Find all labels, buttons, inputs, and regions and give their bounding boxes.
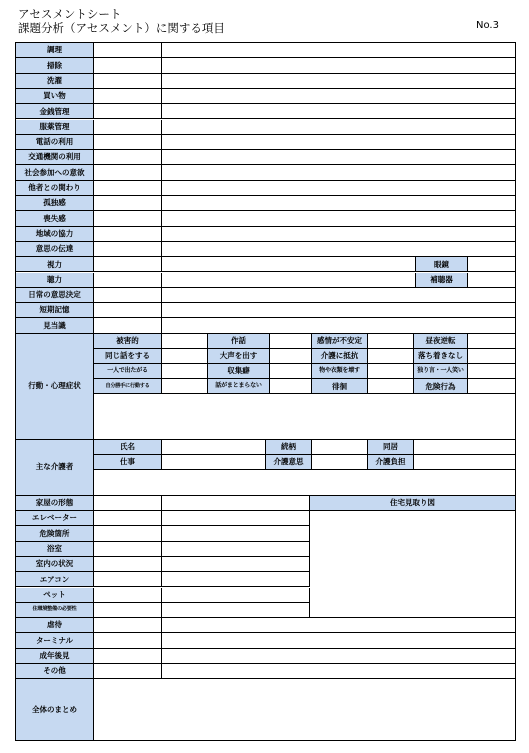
symptom-label: 自分勝手に行動する [94, 379, 162, 394]
symptom-check[interactable] [468, 364, 515, 379]
housing-status[interactable] [94, 572, 162, 587]
housing-status[interactable] [94, 526, 162, 541]
symptom-check[interactable] [368, 379, 414, 394]
housing-label: 室内の状況 [16, 557, 94, 572]
sheet-title: アセスメントシート [18, 7, 122, 21]
summary-area[interactable] [94, 679, 515, 740]
status-cell[interactable] [94, 303, 162, 318]
status-cell[interactable] [94, 120, 162, 135]
housing-note[interactable] [162, 603, 310, 618]
symptom-label: 落ち着きなし [414, 349, 468, 364]
note-cell[interactable] [162, 74, 515, 89]
row-label: 虐待 [16, 618, 94, 633]
row-label: 日常の意思決定 [16, 288, 94, 303]
intention-label: 介護意思 [266, 455, 312, 470]
row-label: 調理 [16, 43, 94, 58]
note-cell[interactable] [162, 318, 515, 333]
row-label: 短期記憶 [16, 303, 94, 318]
row-label: 掃除 [16, 58, 94, 73]
row-label: 金銭管理 [16, 104, 94, 119]
assessment-form [15, 42, 516, 741]
row-label: 喪失感 [16, 211, 94, 226]
symptom-label: 危険行為 [414, 379, 468, 394]
housing-note[interactable] [162, 588, 310, 603]
behavior-notes[interactable] [94, 395, 515, 440]
symptom-check[interactable] [468, 379, 515, 394]
status-cell[interactable] [94, 227, 162, 242]
status-cell[interactable] [94, 618, 162, 633]
row-label: 成年後見 [16, 649, 94, 664]
symptom-label: 介護に抵抗 [312, 349, 368, 364]
burden-value[interactable] [414, 455, 515, 470]
row-label: 意思の伝達 [16, 242, 94, 257]
housing-label: 家屋の形態 [16, 496, 94, 511]
status-cell[interactable] [94, 135, 162, 150]
status-cell[interactable] [94, 165, 162, 180]
housing-note[interactable] [162, 542, 310, 557]
row-label: 見当識 [16, 318, 94, 333]
note-cell[interactable] [162, 165, 515, 180]
housing-status[interactable] [94, 542, 162, 557]
status-cell[interactable] [94, 196, 162, 211]
caregiver-name-label: 氏名 [94, 440, 162, 455]
note-cell[interactable] [162, 120, 515, 135]
note-cell[interactable] [162, 135, 515, 150]
note-cell[interactable] [162, 303, 515, 318]
symptom-check[interactable] [468, 334, 515, 349]
note-cell[interactable] [162, 288, 515, 303]
behavior-label: 行動・心理症状 [16, 334, 94, 440]
caregiver-name[interactable] [162, 440, 266, 455]
row-label: 地域の協力 [16, 227, 94, 242]
status-cell[interactable] [94, 633, 162, 648]
symptom-check[interactable] [162, 379, 208, 394]
note-cell[interactable] [162, 181, 515, 196]
housing-label: ペット [16, 588, 94, 603]
symptom-check[interactable] [270, 364, 312, 379]
page-number: No.3 [476, 20, 499, 31]
status-cell[interactable] [94, 273, 162, 288]
note-cell[interactable] [162, 618, 515, 633]
sheet-subtitle: 課題分析（アセスメント）に関する項目 [18, 21, 225, 35]
aid-cell[interactable] [468, 273, 515, 288]
intention-value[interactable] [312, 455, 368, 470]
row-label: ターミナル [16, 633, 94, 648]
row-label: 聴力 [16, 273, 94, 288]
symptom-label: 話がまとまらない [208, 379, 270, 394]
floor-plan-label: 住宅見取り図 [310, 496, 515, 511]
row-label: 視力 [16, 257, 94, 272]
housing-status[interactable] [94, 603, 162, 618]
note-cell[interactable] [162, 649, 515, 664]
vision-aid-label: 眼鏡 [416, 257, 468, 272]
caregiver-notes[interactable] [94, 470, 515, 495]
status-cell[interactable] [94, 257, 162, 272]
status-cell[interactable] [94, 664, 162, 679]
housing-note[interactable] [162, 526, 310, 541]
status-cell[interactable] [94, 150, 162, 165]
burden-label: 介護負担 [368, 455, 414, 470]
job-value[interactable] [162, 455, 266, 470]
status-cell[interactable] [94, 74, 162, 89]
note-cell[interactable] [162, 150, 515, 165]
symptom-check[interactable] [368, 364, 414, 379]
cohabit-value[interactable] [414, 440, 515, 455]
symptom-label: 徘徊 [312, 379, 368, 394]
note-cell[interactable] [162, 242, 515, 257]
symptom-check[interactable] [162, 349, 208, 364]
symptom-check[interactable] [368, 334, 414, 349]
note-cell[interactable] [162, 58, 515, 73]
symptom-check[interactable] [270, 334, 312, 349]
housing-status[interactable] [94, 588, 162, 603]
symptom-check[interactable] [162, 364, 208, 379]
housing-label: エレベーター [16, 511, 94, 526]
status-cell[interactable] [94, 649, 162, 664]
note-cell[interactable] [162, 196, 515, 211]
housing-label: 浴室 [16, 542, 94, 557]
symptom-check[interactable] [270, 349, 312, 364]
floor-plan-area[interactable] [310, 511, 515, 618]
row-label: その他 [16, 664, 94, 679]
status-cell[interactable] [94, 288, 162, 303]
relation-value[interactable] [312, 440, 368, 455]
status-cell[interactable] [94, 58, 162, 73]
symptom-label: 被害的 [94, 334, 162, 349]
status-cell[interactable] [94, 89, 162, 104]
symptom-label: 一人で出たがる [94, 364, 162, 379]
status-cell[interactable] [94, 104, 162, 119]
housing-status[interactable] [94, 511, 162, 526]
housing-label: エアコン [16, 572, 94, 587]
row-label: 買い物 [16, 89, 94, 104]
relation-label: 続柄 [266, 440, 312, 455]
symptom-check[interactable] [270, 379, 312, 394]
row-label: 交通機関の利用 [16, 150, 94, 165]
caregiver-label: 主な介護者 [16, 440, 94, 496]
note-cell[interactable] [162, 104, 515, 119]
symptom-check[interactable] [468, 349, 515, 364]
note-cell[interactable] [162, 227, 515, 242]
housing-note[interactable] [162, 557, 310, 572]
summary-label: 全体のまとめ [16, 679, 94, 740]
row-label: 電話の利用 [16, 135, 94, 150]
row-label: 孤独感 [16, 196, 94, 211]
symptom-label: 独り言・一人笑い [414, 364, 468, 379]
note-cell[interactable] [162, 633, 515, 648]
note-cell[interactable] [162, 257, 416, 272]
row-label: 服薬管理 [16, 120, 94, 135]
housing-note[interactable] [162, 496, 310, 511]
job-label: 仕事 [94, 455, 162, 470]
status-cell[interactable] [94, 211, 162, 226]
status-cell[interactable] [94, 181, 162, 196]
note-cell[interactable] [162, 211, 515, 226]
aid-cell[interactable] [468, 257, 515, 272]
housing-status[interactable] [94, 496, 162, 511]
note-cell[interactable] [162, 43, 515, 58]
symptom-check[interactable] [162, 334, 208, 349]
row-label: 他者との関わり [16, 181, 94, 196]
housing-note[interactable] [162, 511, 310, 526]
housing-label: 住環境整備の必要性 [16, 603, 94, 618]
status-cell[interactable] [94, 43, 162, 58]
housing-note[interactable] [162, 572, 310, 587]
symptom-label: 感情が不安定 [312, 334, 368, 349]
symptom-label: 収集癖 [208, 364, 270, 379]
row-label: 洗濯 [16, 74, 94, 89]
symptom-label: 大声を出す [208, 349, 270, 364]
note-cell[interactable] [162, 664, 515, 679]
row-label: 社会参加への意欲 [16, 165, 94, 180]
cohabit-label: 同居 [368, 440, 414, 455]
symptom-check[interactable] [368, 349, 414, 364]
housing-status[interactable] [94, 557, 162, 572]
symptom-label: 物や衣類を壊す [312, 364, 368, 379]
note-cell[interactable] [162, 89, 515, 104]
hearing-aid-label: 補聴器 [416, 273, 468, 288]
symptom-label: 作話 [208, 334, 270, 349]
symptom-label: 昼夜逆転 [414, 334, 468, 349]
status-cell[interactable] [94, 318, 162, 333]
housing-label: 危険箇所 [16, 526, 94, 541]
symptom-label: 同じ話をする [94, 349, 162, 364]
status-cell[interactable] [94, 242, 162, 257]
note-cell[interactable] [162, 273, 416, 288]
